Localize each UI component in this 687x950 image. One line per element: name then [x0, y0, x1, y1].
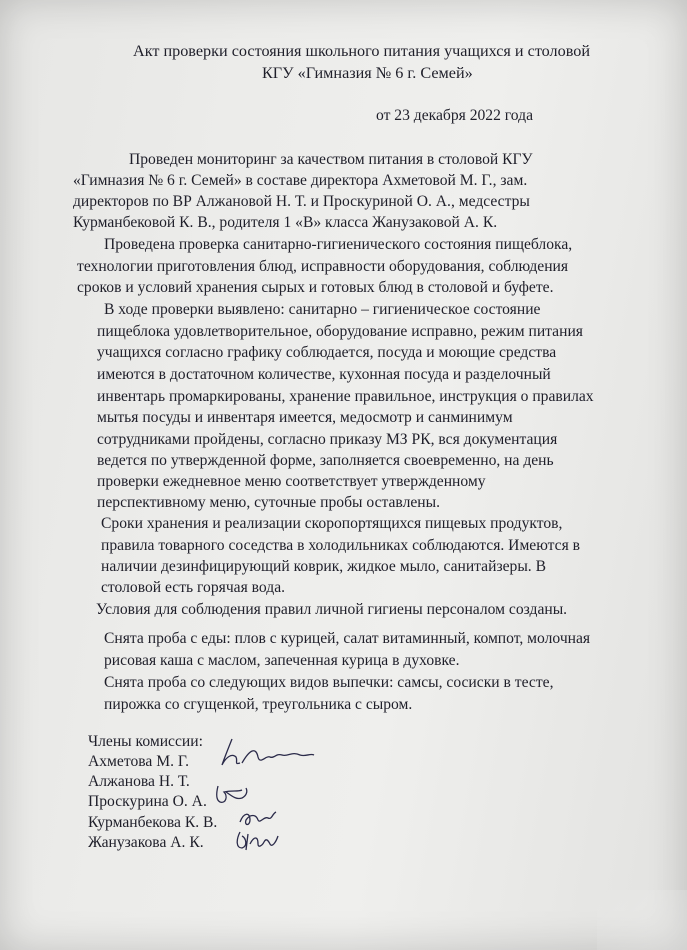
body-line: В ходе проверки выявлено: санитарно – гигиеническое состояние [104, 301, 541, 318]
body-line: Курманбековой К. В., родителя 1 «В» класса Жанузаковой А. К. [73, 214, 498, 231]
body-line: технологии приготовления блюд, исправности оборудования, соблюдения [77, 258, 569, 275]
body-line: правила товарного соседства в холодильниках соблюдаются. Имеются в [101, 537, 581, 554]
body-line: Проведена проверка санитарно-гигиенического состояния пищеблока, [104, 236, 573, 253]
body-line: рисовая каша с маслом, запеченная курица в духовке. [104, 652, 460, 669]
document-title-line2: КГУ «Гимназия № 6 г. Семей» [262, 64, 473, 82]
body-line: сотрудниками пройдены, согласно приказу МЗ РК, вся документация [97, 431, 558, 448]
body-line: ведется по утвержденной форме, заполняется своевременно, на день [97, 452, 554, 469]
commission-member: Курманбекова К. В. [88, 814, 218, 831]
body-line: директоров по ВР Алжановой Н. Т. и Проскуриной О. А., медсестры [73, 193, 530, 210]
commission-member: Алжанова Н. Т. [88, 773, 190, 790]
commission-member: Жанузакова А. К. [88, 834, 204, 851]
signature-zhanuzakova [232, 826, 280, 854]
document-title-line1: Акт проверки состояния школьного питания учащихся и столовой [133, 42, 591, 60]
body-line: Сроки хранения и реализации скоропортящихся пищевых продуктов, [101, 515, 563, 532]
body-line: инвентарь промаркированы, хранение правильное, инструкция о правилах [97, 388, 594, 405]
body-line: Проведен мониторинг за качеством питания в столовой КГУ [129, 151, 533, 168]
body-line: мытья посуды и инвентаря имеется, медосмотр и санминимум [97, 409, 513, 426]
signature-akhmetova [210, 735, 320, 775]
body-line: пирожка со сгущенкой, треугольника с сыром. [104, 696, 413, 713]
commission-heading: Члены комиссии: [88, 733, 203, 750]
body-line: учащихся согласно графику соблюдается, посуда и моющие средства [97, 344, 557, 361]
body-line: пищеблока удовлетворительное, оборудование исправно, режим питания [97, 323, 583, 340]
commission-member: Ахметова М. Г. [88, 753, 190, 770]
commission-member: Проскурина О. А. [88, 793, 207, 810]
body-line: Снята проба с еды: плов с курицей, салат витаминный, компот, молочная [104, 630, 591, 647]
signature-proskurina [212, 782, 252, 808]
body-line: «Гимназия № 6 г. Семей» в составе директора Ахметовой М. Г., зам. [73, 172, 528, 189]
body-line: сроков и условий хранения сырых и готовых блюд в столовой и буфете. [77, 279, 554, 296]
body-line: имеются в достаточном количестве, кухонная посуда и разделочный [97, 366, 551, 383]
body-line: столовой есть горячая вода. [101, 579, 286, 596]
body-line: наличии дезинфицирующий коврик, жидкое мыло, санитайзеры. В [101, 558, 547, 575]
body-line: проверки ежедневное меню соответствует утвержденному [97, 473, 486, 490]
body-line: Снята проба со следующих видов выпечки: самсы, сосиски в тесте, [104, 674, 554, 691]
document-date: от 23 декабря 2022 года [376, 107, 534, 124]
body-line: Условия для соблюдения правил личной гигиены персоналом созданы. [96, 601, 568, 618]
body-line: перспективному меню, суточные пробы оставлены. [97, 494, 440, 511]
